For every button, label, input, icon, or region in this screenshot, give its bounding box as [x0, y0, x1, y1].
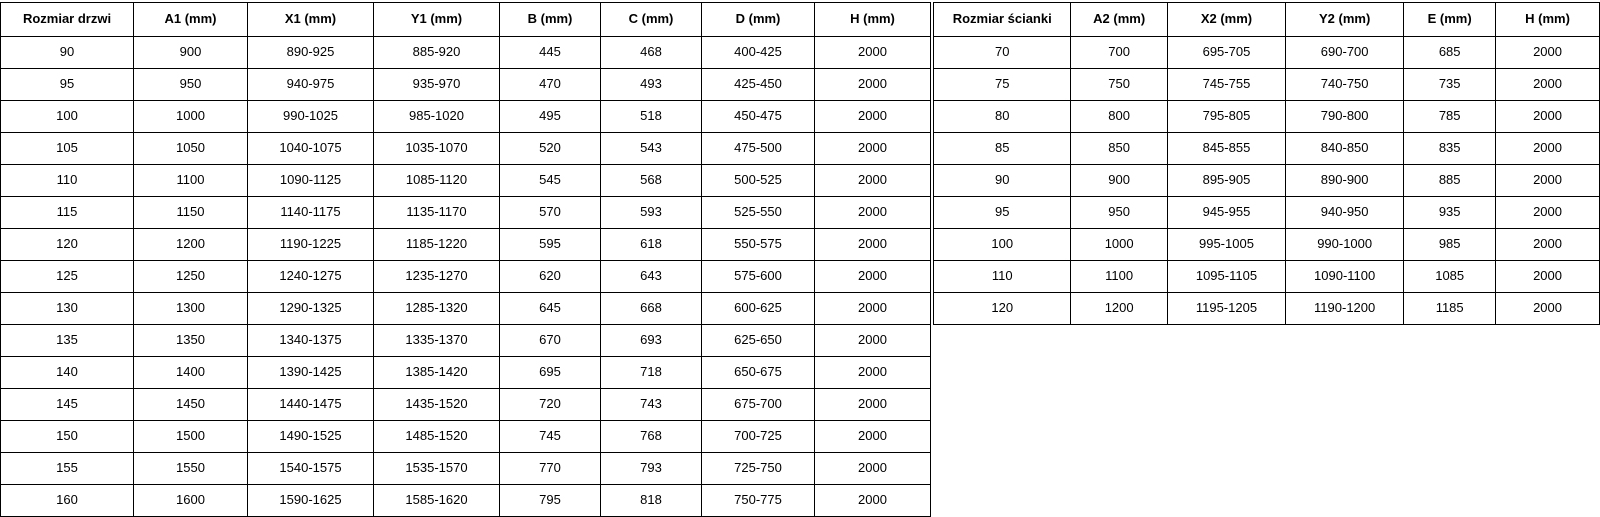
walls-table-body — [934, 37, 1600, 325]
table-cell: 1035-1070 — [374, 133, 500, 165]
table-cell: 750-775 — [702, 485, 815, 517]
table-cell: 593 — [601, 197, 702, 229]
column-header-doors-5: C (mm) — [601, 3, 702, 37]
table-cell: 70 — [934, 37, 1071, 69]
table-cell: 125 — [1, 261, 134, 293]
table-cell: 735 — [1404, 69, 1496, 101]
table-cell: 1250 — [134, 261, 248, 293]
table-row — [934, 133, 1600, 165]
table-cell: 2000 — [1496, 133, 1600, 165]
table-cell: 2000 — [815, 325, 931, 357]
table-cell: 895-905 — [1167, 165, 1285, 197]
table-cell: 670 — [500, 325, 601, 357]
table-cell: 800 — [1071, 101, 1167, 133]
table-cell: 2000 — [815, 165, 931, 197]
table-cell: 935 — [1404, 197, 1496, 229]
table-cell: 668 — [601, 293, 702, 325]
table-cell: 445 — [500, 37, 601, 69]
table-cell: 770 — [500, 453, 601, 485]
table-row — [1, 37, 931, 69]
table-cell: 940-950 — [1286, 197, 1404, 229]
table-cell: 1100 — [134, 165, 248, 197]
table-cell: 2000 — [1496, 229, 1600, 261]
table-row — [934, 293, 1600, 325]
table-cell: 690-700 — [1286, 37, 1404, 69]
table-cell: 1500 — [134, 421, 248, 453]
table-cell: 130 — [1, 293, 134, 325]
table-row — [1, 261, 931, 293]
doors-table-container — [0, 2, 931, 517]
table-cell: 2000 — [1496, 101, 1600, 133]
table-cell: 793 — [601, 453, 702, 485]
table-cell: 1095-1105 — [1167, 261, 1285, 293]
table-cell: 1000 — [134, 101, 248, 133]
table-cell: 790-800 — [1286, 101, 1404, 133]
table-cell: 845-855 — [1167, 133, 1285, 165]
table-cell: 700 — [1071, 37, 1167, 69]
table-cell: 2000 — [815, 357, 931, 389]
table-cell: 1190-1200 — [1286, 293, 1404, 325]
column-header-doors-4: B (mm) — [500, 3, 601, 37]
doors-specification-table — [0, 2, 931, 517]
column-header-walls-5: H (mm) — [1496, 3, 1600, 37]
table-cell: 110 — [934, 261, 1071, 293]
table-cell: 1200 — [134, 229, 248, 261]
table-cell: 115 — [1, 197, 134, 229]
table-cell: 550-575 — [702, 229, 815, 261]
table-cell: 1190-1225 — [248, 229, 374, 261]
table-header-row — [934, 3, 1600, 37]
table-cell: 95 — [934, 197, 1071, 229]
table-cell: 2000 — [1496, 293, 1600, 325]
table-cell: 2000 — [815, 229, 931, 261]
table-cell: 2000 — [815, 69, 931, 101]
column-header-doors-0: Rozmiar drzwi — [1, 3, 134, 37]
table-cell: 1200 — [1071, 293, 1167, 325]
table-row — [934, 69, 1600, 101]
table-cell: 1435-1520 — [374, 389, 500, 421]
table-cell: 1585-1620 — [374, 485, 500, 517]
table-cell: 625-650 — [702, 325, 815, 357]
table-cell: 90 — [1, 37, 134, 69]
table-cell: 110 — [1, 165, 134, 197]
table-cell: 2000 — [1496, 197, 1600, 229]
table-cell: 500-525 — [702, 165, 815, 197]
table-cell: 785 — [1404, 101, 1496, 133]
table-cell: 2000 — [815, 453, 931, 485]
table-cell: 1150 — [134, 197, 248, 229]
table-cell: 795-805 — [1167, 101, 1285, 133]
table-cell: 1340-1375 — [248, 325, 374, 357]
table-cell: 1000 — [1071, 229, 1167, 261]
table-cell: 100 — [934, 229, 1071, 261]
table-row — [1, 421, 931, 453]
column-header-doors-1: A1 (mm) — [134, 3, 248, 37]
table-cell: 545 — [500, 165, 601, 197]
table-cell: 1600 — [134, 485, 248, 517]
table-cell: 745-755 — [1167, 69, 1285, 101]
table-cell: 1285-1320 — [374, 293, 500, 325]
table-cell: 695-705 — [1167, 37, 1285, 69]
table-cell: 145 — [1, 389, 134, 421]
table-cell: 945-955 — [1167, 197, 1285, 229]
table-cell: 1540-1575 — [248, 453, 374, 485]
table-cell: 155 — [1, 453, 134, 485]
table-cell: 700-725 — [702, 421, 815, 453]
table-cell: 80 — [934, 101, 1071, 133]
table-cell: 1185-1220 — [374, 229, 500, 261]
table-row — [1, 101, 931, 133]
table-row — [1, 133, 931, 165]
table-cell: 1390-1425 — [248, 357, 374, 389]
table-cell: 850 — [1071, 133, 1167, 165]
table-cell: 568 — [601, 165, 702, 197]
table-cell: 120 — [934, 293, 1071, 325]
table-cell: 1385-1420 — [374, 357, 500, 389]
table-cell: 885 — [1404, 165, 1496, 197]
table-cell: 718 — [601, 357, 702, 389]
table-cell: 1240-1275 — [248, 261, 374, 293]
table-cell: 2000 — [815, 261, 931, 293]
table-cell: 2000 — [815, 293, 931, 325]
table-row — [934, 37, 1600, 69]
table-header-row — [1, 3, 931, 37]
column-header-doors-3: Y1 (mm) — [374, 3, 500, 37]
walls-specification-table — [933, 2, 1600, 325]
table-cell: 995-1005 — [1167, 229, 1285, 261]
table-cell: 1140-1175 — [248, 197, 374, 229]
table-cell: 1535-1570 — [374, 453, 500, 485]
column-header-doors-7: H (mm) — [815, 3, 931, 37]
table-cell: 475-500 — [702, 133, 815, 165]
table-cell: 818 — [601, 485, 702, 517]
table-row — [934, 261, 1600, 293]
table-cell: 940-975 — [248, 69, 374, 101]
table-cell: 2000 — [815, 101, 931, 133]
table-cell: 1100 — [1071, 261, 1167, 293]
table-cell: 1440-1475 — [248, 389, 374, 421]
table-cell: 2000 — [1496, 165, 1600, 197]
table-cell: 1135-1170 — [374, 197, 500, 229]
table-cell: 2000 — [1496, 69, 1600, 101]
table-cell: 950 — [1071, 197, 1167, 229]
table-cell: 1050 — [134, 133, 248, 165]
table-cell: 1550 — [134, 453, 248, 485]
table-row — [1, 325, 931, 357]
table-cell: 1085 — [1404, 261, 1496, 293]
table-cell: 468 — [601, 37, 702, 69]
table-cell: 1350 — [134, 325, 248, 357]
table-cell: 1040-1075 — [248, 133, 374, 165]
table-cell: 470 — [500, 69, 601, 101]
table-cell: 1090-1100 — [1286, 261, 1404, 293]
table-row — [934, 165, 1600, 197]
table-row — [1, 69, 931, 101]
table-row — [934, 101, 1600, 133]
table-cell: 518 — [601, 101, 702, 133]
table-row — [1, 485, 931, 517]
table-cell: 890-925 — [248, 37, 374, 69]
table-row — [934, 197, 1600, 229]
table-cell: 425-450 — [702, 69, 815, 101]
table-cell: 643 — [601, 261, 702, 293]
table-row — [1, 197, 931, 229]
table-cell: 675-700 — [702, 389, 815, 421]
table-cell: 750 — [1071, 69, 1167, 101]
table-cell: 890-900 — [1286, 165, 1404, 197]
column-header-doors-2: X1 (mm) — [248, 3, 374, 37]
table-cell: 160 — [1, 485, 134, 517]
table-cell: 725-750 — [702, 453, 815, 485]
table-row — [1, 453, 931, 485]
doors-table-header — [1, 3, 931, 37]
table-cell: 520 — [500, 133, 601, 165]
table-cell: 768 — [601, 421, 702, 453]
table-cell: 985 — [1404, 229, 1496, 261]
table-cell: 2000 — [815, 37, 931, 69]
table-cell: 1300 — [134, 293, 248, 325]
table-cell: 400-425 — [702, 37, 815, 69]
table-cell: 2000 — [815, 133, 931, 165]
table-cell: 950 — [134, 69, 248, 101]
table-cell: 100 — [1, 101, 134, 133]
table-cell: 840-850 — [1286, 133, 1404, 165]
column-header-walls-2: X2 (mm) — [1167, 3, 1285, 37]
table-cell: 525-550 — [702, 197, 815, 229]
table-cell: 450-475 — [702, 101, 815, 133]
table-cell: 575-600 — [702, 261, 815, 293]
table-cell: 85 — [934, 133, 1071, 165]
table-cell: 835 — [1404, 133, 1496, 165]
table-cell: 1090-1125 — [248, 165, 374, 197]
table-cell: 885-920 — [374, 37, 500, 69]
walls-table-header — [934, 3, 1600, 37]
table-row — [934, 229, 1600, 261]
table-cell: 1085-1120 — [374, 165, 500, 197]
table-row — [1, 293, 931, 325]
table-cell: 935-970 — [374, 69, 500, 101]
table-cell: 105 — [1, 133, 134, 165]
table-cell: 695 — [500, 357, 601, 389]
table-row — [1, 165, 931, 197]
table-cell: 745 — [500, 421, 601, 453]
table-cell: 2000 — [815, 197, 931, 229]
table-cell: 2000 — [815, 421, 931, 453]
doors-table-body — [1, 37, 931, 517]
table-row — [1, 229, 931, 261]
table-cell: 495 — [500, 101, 601, 133]
table-cell: 2000 — [1496, 261, 1600, 293]
table-cell: 1185 — [1404, 293, 1496, 325]
table-cell: 620 — [500, 261, 601, 293]
table-cell: 645 — [500, 293, 601, 325]
column-header-walls-0: Rozmiar ścianki — [934, 3, 1071, 37]
table-row — [1, 357, 931, 389]
walls-table-container — [933, 2, 1600, 325]
table-cell: 900 — [134, 37, 248, 69]
table-cell: 720 — [500, 389, 601, 421]
table-cell: 990-1000 — [1286, 229, 1404, 261]
table-cell: 75 — [934, 69, 1071, 101]
table-cell: 140 — [1, 357, 134, 389]
column-header-walls-3: Y2 (mm) — [1286, 3, 1404, 37]
table-cell: 90 — [934, 165, 1071, 197]
table-cell: 1195-1205 — [1167, 293, 1285, 325]
table-cell: 1400 — [134, 357, 248, 389]
table-cell: 493 — [601, 69, 702, 101]
table-cell: 650-675 — [702, 357, 815, 389]
table-cell: 150 — [1, 421, 134, 453]
table-cell: 795 — [500, 485, 601, 517]
table-cell: 900 — [1071, 165, 1167, 197]
table-cell: 1590-1625 — [248, 485, 374, 517]
table-cell: 120 — [1, 229, 134, 261]
table-cell: 2000 — [815, 389, 931, 421]
table-cell: 595 — [500, 229, 601, 261]
table-cell: 1450 — [134, 389, 248, 421]
table-cell: 740-750 — [1286, 69, 1404, 101]
table-cell: 600-625 — [702, 293, 815, 325]
table-cell: 985-1020 — [374, 101, 500, 133]
column-header-walls-4: E (mm) — [1404, 3, 1496, 37]
table-cell: 1485-1520 — [374, 421, 500, 453]
table-cell: 2000 — [815, 485, 931, 517]
table-cell: 990-1025 — [248, 101, 374, 133]
table-cell: 1290-1325 — [248, 293, 374, 325]
table-cell: 95 — [1, 69, 134, 101]
table-cell: 693 — [601, 325, 702, 357]
table-cell: 1490-1525 — [248, 421, 374, 453]
table-cell: 543 — [601, 133, 702, 165]
table-cell: 1235-1270 — [374, 261, 500, 293]
table-cell: 743 — [601, 389, 702, 421]
table-cell: 1335-1370 — [374, 325, 500, 357]
table-row — [1, 389, 931, 421]
table-cell: 2000 — [1496, 37, 1600, 69]
column-header-doors-6: D (mm) — [702, 3, 815, 37]
table-cell: 135 — [1, 325, 134, 357]
column-header-walls-1: A2 (mm) — [1071, 3, 1167, 37]
table-cell: 570 — [500, 197, 601, 229]
table-cell: 685 — [1404, 37, 1496, 69]
table-cell: 618 — [601, 229, 702, 261]
